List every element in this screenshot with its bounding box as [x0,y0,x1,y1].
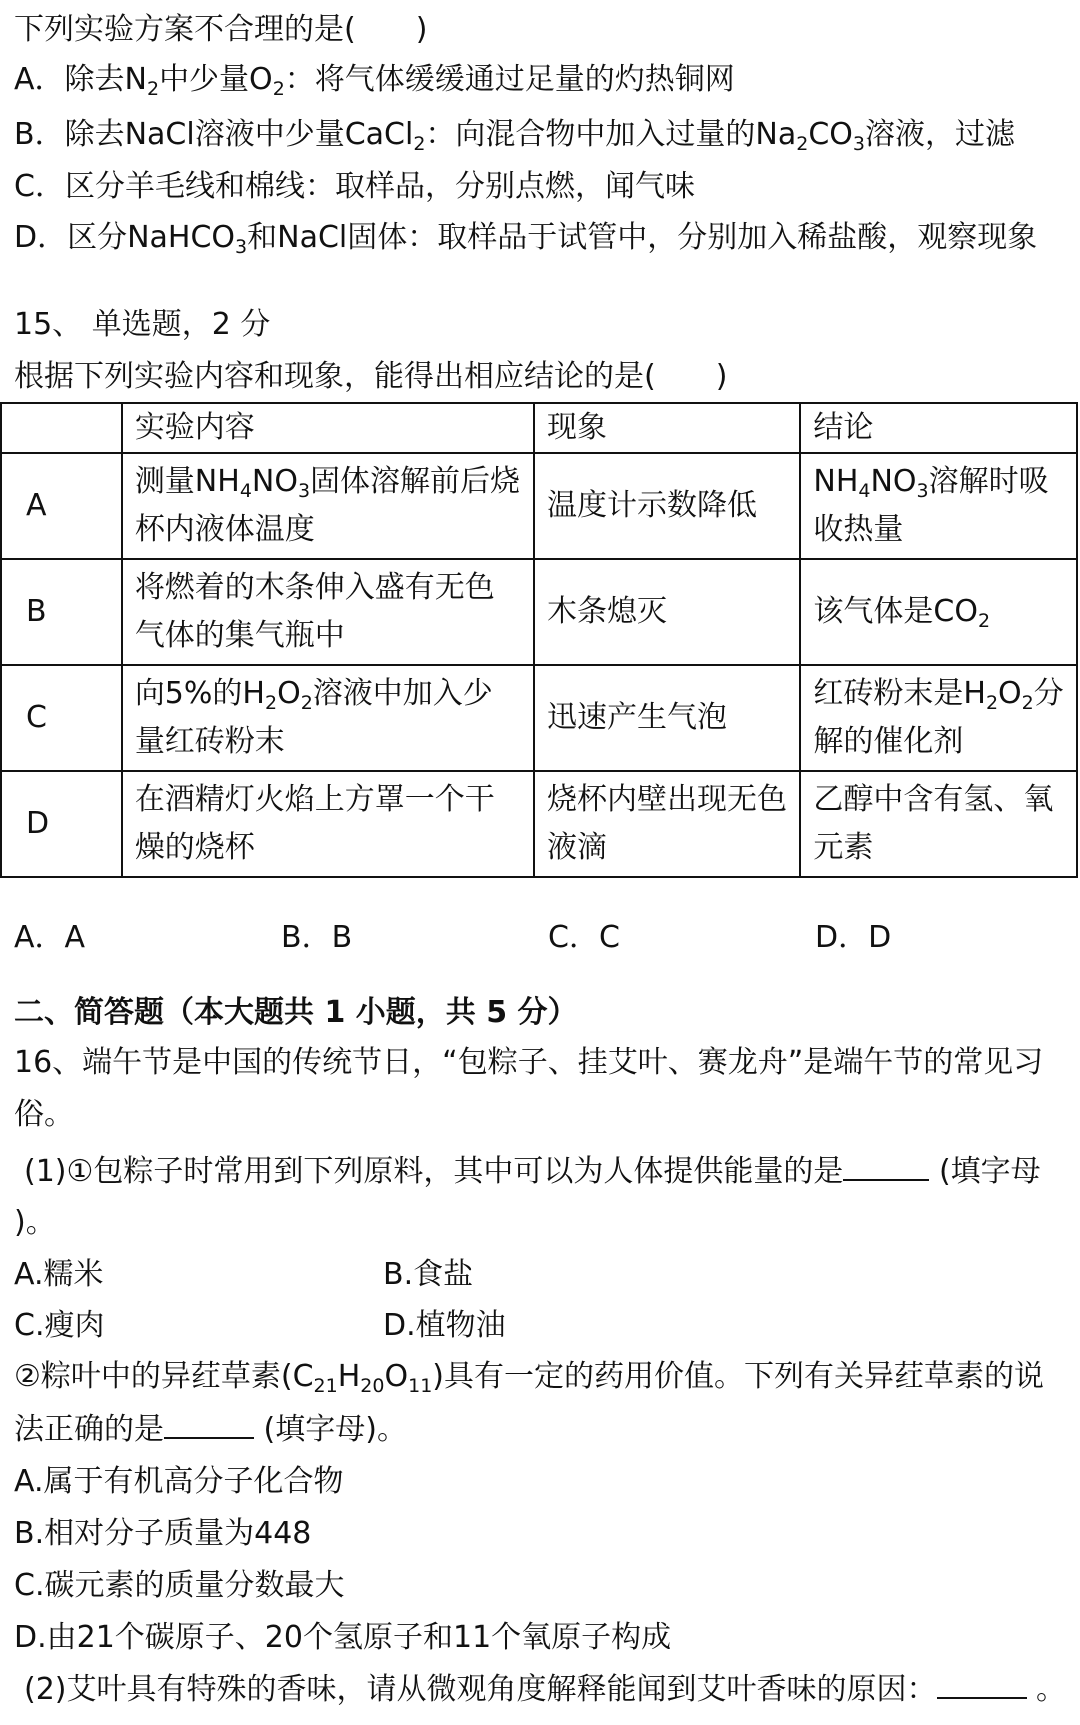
q16-part1b-option-b[interactable]: B.相对分子质量为448 [14,1516,312,1551]
q16-stem-line1: 16、端午节是中国的传统节日，“包粽子、挂艾叶、赛龙舟”是端午节的常见习 [14,1045,1044,1080]
q16-stem-line2: 俗。 [14,1097,74,1132]
table-header-cell: 现象 [534,403,800,453]
q16-part1b-option-c[interactable]: C.碳元素的质量分数最大 [14,1568,345,1603]
q16-part1b-prompt-line2: 法正确的是 (填字母)。 [14,1412,407,1447]
q16-part1-option-a[interactable]: A.糯米 [14,1257,104,1292]
q16-part1b-option-d[interactable]: D.由21个碳原子、20个氢原子和11个氧原子构成 [14,1620,672,1655]
phenomenon-cell: 温度计示数降低 [534,453,800,559]
table-row [1,559,1077,665]
q16-part1b-prompt: ②粽叶中的异荭草素$(C_{21}H_{20}O_{11})$具有一定的药用价值。下列有关异荭草素的说 [14,1359,1045,1397]
q16-part1-option-c[interactable]: C.瘦肉 [14,1308,105,1343]
q15-option-a[interactable]: A．A [14,920,86,955]
table-row [1,771,1077,877]
table-row [1,665,1077,771]
q15-option-c[interactable]: C．C [548,920,620,955]
answer-blank-1[interactable] [843,1153,929,1181]
q16-part1-prompt: (1)①包粽子时常用到下列原料，其中可以为人体提供能量的是 (填字母 [24,1154,1041,1189]
phenomenon-cell: 烧杯内壁出现无色液滴 [534,771,800,877]
phenomenon-cell: 迅速产生气泡 [534,665,800,771]
q16-part1b-option-a[interactable]: A.属于有机高分子化合物 [14,1464,344,1499]
q14-stem: 下列实验方案不合理的是( ) [14,12,428,47]
q15-option-d[interactable]: D．D [815,920,892,955]
table-header-row [1,403,1077,453]
table-corner-cell [1,403,122,453]
q14-option-c: C．区分羊毛线和棉线：取样品，分别点燃，闻气味 [14,169,695,204]
conclusion-cell: 该气体是$CO_2$ [800,559,1077,665]
q16-part1-option-b[interactable]: B.食盐 [383,1257,474,1292]
conclusion-cell: $NH_4NO_3$溶解时吸收热量 [800,453,1077,559]
content-cell: 将燃着的木条伸入盛有无色气体的集气瓶中 [122,559,534,665]
row-label: B [1,559,122,665]
row-label: C [1,665,122,771]
q14-option-b: B．除去NaCl溶液中少量CaCl$_2$：向混合物中加入过量的$Na_2CO_3$溶液，过滤 [14,117,1015,155]
q15-stem: 根据下列实验内容和现象，能得出相应结论的是( ) [14,359,728,394]
q14-option-d: D．区分NaHCO$_3$和NaCl固体：取样品于试管中，分别加入稀盐酸，观察现象 [14,220,1038,258]
q16-part2-prompt: (2)艾叶具有特殊的香味，请从微观角度解释能闻到艾叶香味的原因： 。 [24,1672,1067,1707]
answer-blank-2[interactable] [164,1411,254,1439]
q16-part1-prompt-end: )。 [14,1205,56,1240]
table-header-cell: 实验内容 [122,403,534,453]
q14-option-a: A．除去$N_2$中少量$O_2$：将气体缓缓通过足量的灼热铜网 [14,62,735,100]
table-header-cell: 结论 [800,403,1077,453]
row-label: D [1,771,122,877]
conclusion-cell: 乙醇中含有氢、氧元素 [800,771,1077,877]
table-row [1,453,1077,559]
content-cell: 向5%的$H_2O_2$溶液中加入少量红砖粉末 [122,665,534,771]
answer-blank-3[interactable] [937,1671,1027,1699]
q15-option-b[interactable]: B．B [281,920,353,955]
section-title: 二、简答题（本大题共 1 小题，共 5 分） [14,995,578,1030]
q15-header: 15、 单选题，2 分 [14,307,271,342]
row-label: A [1,453,122,559]
conclusion-cell: 红砖粉末是$H_2O_2$分解的催化剂 [800,665,1077,771]
content-cell: 测量$NH_4NO_3$固体溶解前后烧杯内液体温度 [122,453,534,559]
phenomenon-cell: 木条熄灭 [534,559,800,665]
q16-part1-option-d[interactable]: D.植物油 [383,1308,506,1343]
q15-table [0,402,1078,878]
content-cell: 在酒精灯火焰上方罩一个干燥的烧杯 [122,771,534,877]
